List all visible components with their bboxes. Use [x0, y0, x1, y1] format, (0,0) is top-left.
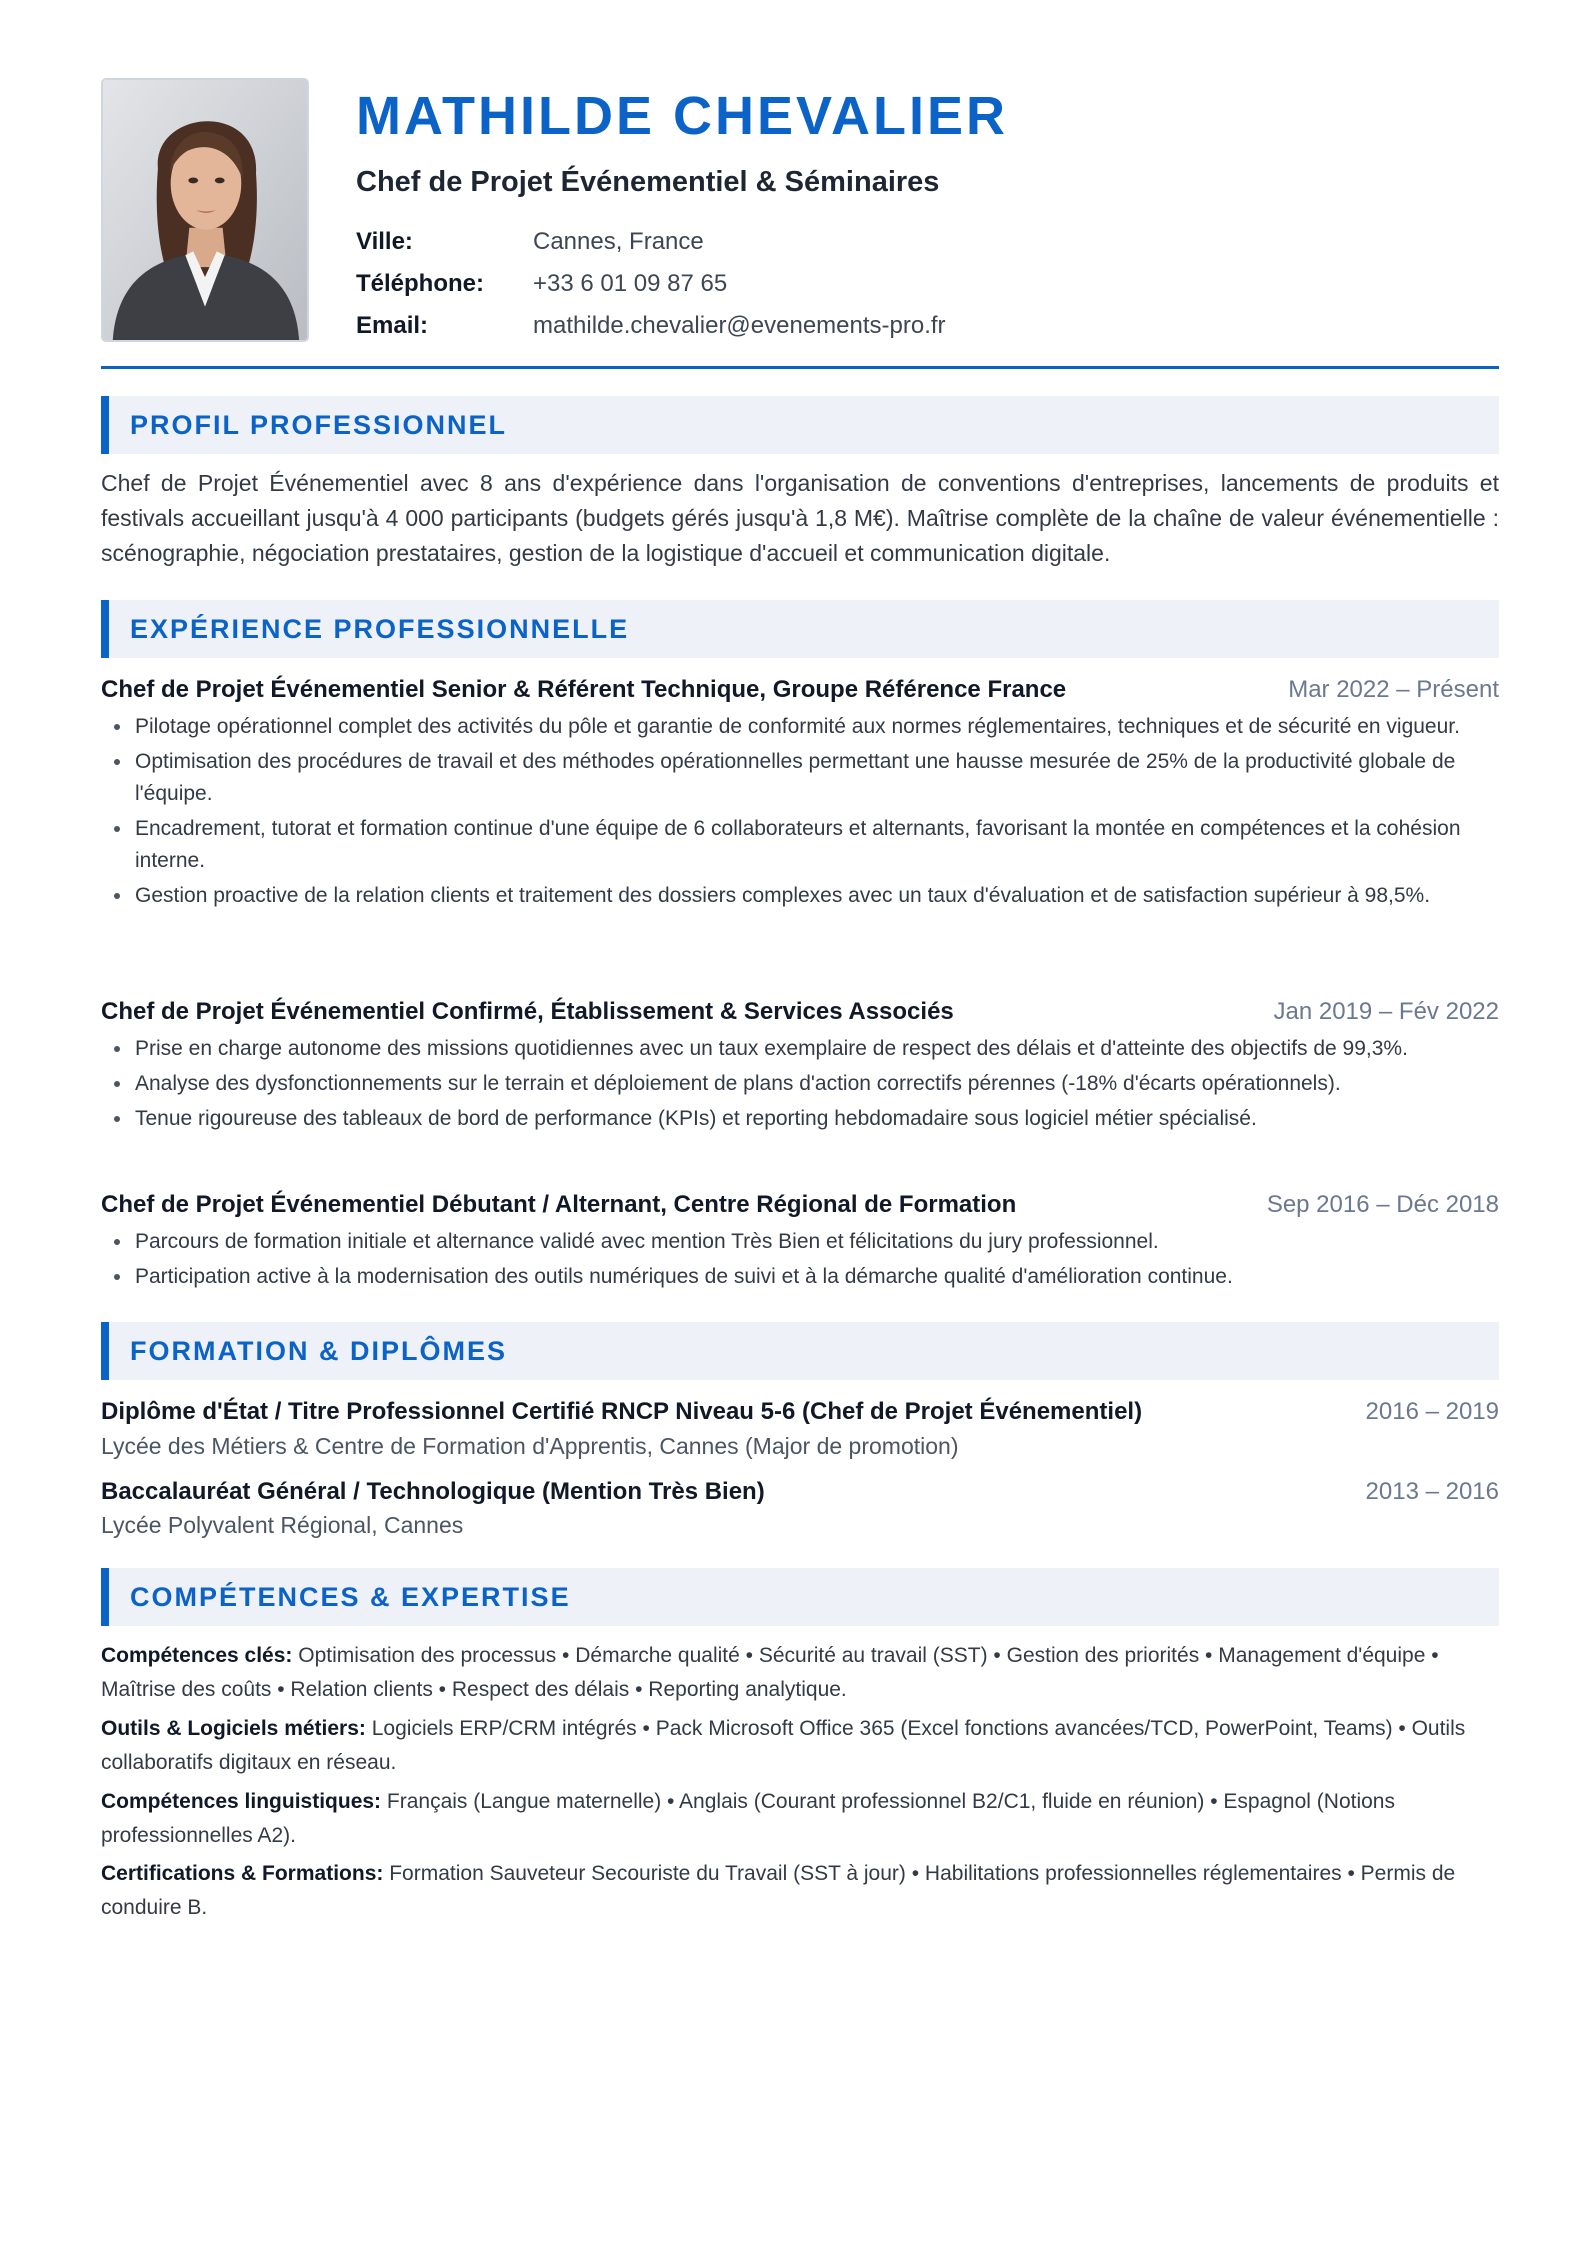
candidate-name: MATHILDE CHEVALIER	[356, 86, 1008, 146]
skill-group	[101, 1712, 1499, 1780]
job-bullets	[101, 1226, 1499, 1296]
skill-text: Français (Langue maternelle) • Anglais (Courant professionnel B2/C1, fluide en réunion) • Espagnol (Notions professionnelles A2).	[101, 1790, 1395, 1847]
skill-label: Certifications & Formations:	[101, 1862, 384, 1885]
profile-summary: Chef de Projet Événementiel avec 8 ans d'expérience dans l'organisation de conventions d'entreprises, lancements de produits et festivals accueillant jusqu'à 4 000 participants (budgets gérés jusqu'à 1,8 M€). Maîtrise complète de la chaîne de valeur événementielle : scénographie, négociation prestataires, gestion de la logistique d'accueil et communication digitale.	[101, 470, 1499, 566]
section-title: COMPÉTENCES & EXPERTISE	[130, 1582, 571, 1612]
profile-photo	[101, 78, 309, 342]
list-item: Prise en charge autonome des missions quotidiennes avec un taux exemplaire de respect des délais et d'atteinte des objectifs de 99,3%.	[101, 1033, 1499, 1065]
skill-label: Compétences linguistiques:	[101, 1790, 382, 1813]
degree-date: 2013 – 2016	[1365, 1478, 1499, 1505]
skill-text: Logiciels ERP/CRM intégrés • Pack Microsoft Office 365 (Excel fonctions avancées/TCD, PowerPoint, Teams) • Outils collaboratifs digitaux en réseau.	[101, 1717, 1466, 1774]
contact-value: +33 6 01 09 87 65	[533, 270, 728, 297]
contact-label: Téléphone:	[356, 270, 485, 297]
section-heading-education	[101, 1322, 1499, 1380]
job-title: Chef de Projet Événementiel Débutant / Alternant, Centre Régional de Formation	[101, 1191, 1017, 1218]
section-title: FORMATION & DIPLÔMES	[130, 1336, 507, 1366]
degree-title: Baccalauréat Général / Technologique (Mention Très Bien)	[101, 1478, 765, 1505]
job-bullets	[101, 1033, 1499, 1138]
list-item: Participation active à la modernisation des outils numériques de suivi et à la démarche qualité d'amélioration continue.	[101, 1261, 1499, 1293]
list-item: Optimisation des procédures de travail et des méthodes opérationnelles permettant une hausse mesurée de 25% de la productivité globale de l'équipe.	[101, 746, 1499, 810]
degree-date: 2016 – 2019	[1365, 1398, 1499, 1425]
job-title: Chef de Projet Événementiel Senior & Référent Technique, Groupe Référence France	[101, 676, 1067, 703]
skill-label: Outils & Logiciels métiers:	[101, 1717, 366, 1740]
section-heading-experience	[101, 600, 1499, 658]
section-title: EXPÉRIENCE PROFESSIONNELLE	[130, 614, 630, 644]
list-item: Tenue rigoureuse des tableaux de bord de performance (KPIs) et reporting hebdomadaire sous logiciel métier spécialisé.	[101, 1103, 1499, 1135]
list-item: Parcours de formation initiale et alternance validé avec mention Très Bien et félicitations du jury professionnel.	[101, 1226, 1499, 1258]
job-bullets	[101, 711, 1499, 915]
section-title: PROFIL PROFESSIONNEL	[130, 410, 508, 440]
degree-school: Lycée des Métiers & Centre de Formation d'Apprentis, Cannes (Major de promotion)	[101, 1433, 959, 1459]
degree-school: Lycée Polyvalent Régional, Cannes	[101, 1512, 464, 1538]
skill-group	[101, 1857, 1499, 1925]
list-item: Pilotage opérationnel complet des activités du pôle et garantie de conformité aux normes réglementaires, techniques et de sécurité en vigueur.	[101, 711, 1499, 743]
section-heading-profile	[101, 396, 1499, 454]
contact-label: Email:	[356, 312, 429, 339]
resume-header	[101, 78, 1499, 368]
job-date: Jan 2019 – Fév 2022	[1273, 998, 1499, 1025]
header-divider	[101, 366, 1499, 369]
job-date: Mar 2022 – Présent	[1288, 676, 1499, 703]
list-item: Gestion proactive de la relation clients et traitement des dossiers complexes avec un taux d'évaluation et de satisfaction supérieur à 98,5%.	[101, 880, 1499, 912]
skill-group	[101, 1785, 1499, 1853]
skill-label: Compétences clés:	[101, 1644, 293, 1667]
degree-title: Diplôme d'État / Titre Professionnel Certifié RNCP Niveau 5-6 (Chef de Projet Événementiel)	[101, 1398, 1143, 1425]
contact-label: Ville:	[356, 228, 413, 255]
skill-text: Optimisation des processus • Démarche qualité • Sécurité au travail (SST) • Gestion des priorités • Management d'équipe • Maîtrise des coûts • Relation clients • Respect des délais • Reporting analytique.	[101, 1644, 1439, 1701]
contact-value: mathilde.chevalier@evenements-pro.fr	[533, 312, 946, 339]
section-heading-skills	[101, 1568, 1499, 1626]
job-title: Chef de Projet Événementiel Confirmé, Établissement & Services Associés	[101, 998, 954, 1025]
skill-group	[101, 1639, 1499, 1707]
list-item: Encadrement, tutorat et formation continue d'une équipe de 6 collaborateurs et alternants, favorisant la montée en compétences et la cohésion interne.	[101, 813, 1499, 877]
job-date: Sep 2016 – Déc 2018	[1266, 1191, 1499, 1218]
contact-value: Cannes, France	[533, 228, 704, 255]
skill-text: Formation Sauveteur Secouriste du Travail (SST à jour) • Habilitations professionnelles réglementaires • Permis de conduire B.	[101, 1862, 1456, 1919]
candidate-title: Chef de Projet Événementiel & Séminaires	[356, 166, 940, 198]
list-item: Analyse des dysfonctionnements sur le terrain et déploiement de plans d'action correctifs pérennes (-18% d'écarts opérationnels).	[101, 1068, 1499, 1100]
